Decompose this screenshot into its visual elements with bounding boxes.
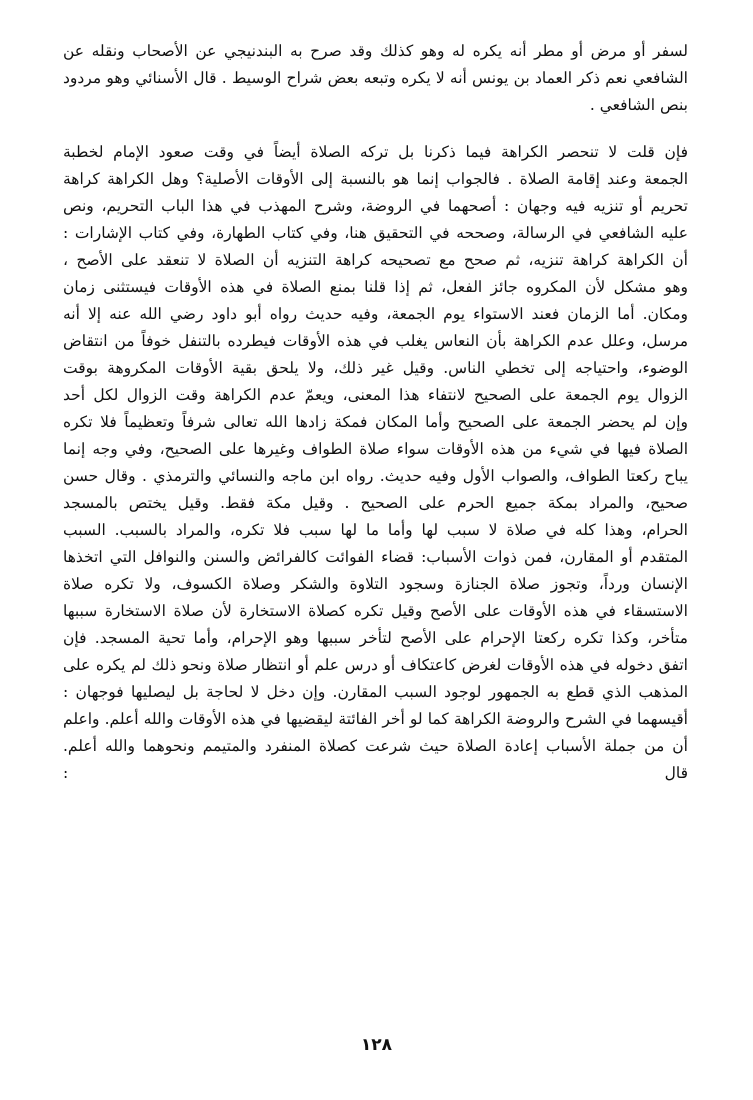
text-line: المذهب الذي قطع به الجمهور لوجود السبب المقارن. وإن دخل لا لحاجة بل ليصليها فوجهان :: [63, 683, 688, 701]
text-line: الصلاة فيها في شيء من هذه الأوقات سواء صلاة الطواف وغيرها على الصحيح، وفي وجه إنما: [63, 440, 688, 458]
text-line: بنص الشافعي .: [589, 96, 688, 114]
text-line: الشافعي نعم ذكر العماد بن يونس أنه لا يكره وتبعه بعض شراح الوسيط . قال الأسنائي وهو مردود: [63, 69, 688, 87]
text-line: الإنسان ورداً، وتجوز صلاة الجنازة وسجود التلاوة والشكر وصلاة الكسوف، ولا تكره صلاة: [63, 575, 688, 593]
paragraph-2: [63, 139, 688, 841]
text-line: أن الكراهة كراهة تنزيه، ثم صحح مع تصحيحه كراهة التنزيه أن الصلاة لا تنعقد على الأصح ،: [63, 251, 688, 269]
text-line: عليه الشافعي في الرسالة، وصححه في التحقيق هنا، وفي كتاب الطهارة، وفي كتاب الإشارات :: [63, 224, 688, 242]
text-line: المتقدم أو المقارن، فمن ذوات الأسباب: قضاء الفوائت كالفرائض والسنن والنوافل التي اتخذها: [63, 548, 688, 566]
page-number: ١٢٨: [360, 1035, 393, 1055]
text-line: صحيح، والمراد بمكة جميع الحرم على الصحيح . وقيل مكة فقط. وقيل يختص بالمسجد: [63, 494, 688, 512]
text-line: ومكان. أما الزمان فعند الاستواء يوم الجمعة، وفيه حديث رواه أبو داود رضي الله عنه إلا أنه: [63, 305, 688, 323]
text-line: [63, 787, 688, 814]
text-line: الزوال يوم الجمعة على الصحيح لانتفاء هذا المعنى، ويعمّ عدم الكراهة وقت الزوال لكل أحد: [63, 386, 688, 404]
text-line: متأخر، وكذا تكره ركعتا الإحرام على الأصح لتأخر سببها وهو الإحرام، وأما تحية المسجد. فإن: [63, 629, 688, 647]
text-line: وإن لم يحضر الجمعة على الصحيح وأما المكان فمكة زادها الله تعالى شرفاً وتعظيماً فلا تكره: [63, 413, 688, 431]
text-line: مرسل، وعلل عدم الكراهة بأن النعاس يغلب في هذه الأوقات فيطرده بالتنفل خوفاً من انتقاض: [63, 332, 688, 350]
text-line: تحريم أو تنزيه فيه وجهان : أصحهما في الروضة، وشرح المهذب في هذا الباب التحريم، ونص: [63, 197, 688, 215]
text-line: قال :: [63, 764, 688, 782]
text-line: أن من جملة الأسباب إعادة الصلاة حيث شرعت كصلاة المنفرد والمتيمم ونحوهما والله أعلم.: [63, 737, 688, 755]
text-line: وهو مشكل لأن المكروه جائز الفعل، ثم إذا قلنا بمنع الصلاة في هذه الأوقات فيستثنى زمان: [63, 278, 688, 296]
paragraph-gap: [63, 119, 688, 139]
text-line: أقيسهما في الشرح والروضة الكراهة كما لو أخر الفائتة ليقضيها في هذه الأوقات والله أعلم. واعلم: [63, 710, 688, 728]
text-line: الجمعة وعند إقامة الصلاة . فالجواب إنما هو بالنسبة إلى الأوقات الأصلية؟ وهل الكراهة كراهة: [63, 170, 688, 188]
text-line: الحرام، وهذا كله في صلاة لا سبب لها وأما ما لها سبب فلا تكره، والمراد بالسبب. السبب: [63, 521, 688, 539]
text-line: لسفر أو مرض أو مطر أنه يكره له وهو كذلك وقد صرح به البندنيجي عن الأصحاب ونقله عن: [63, 42, 688, 60]
text-line: يباح ركعتا الطواف، والصواب الأول وفيه حديث. رواه ابن ماجه والنسائي والترمذي . وقال حسن: [63, 467, 688, 485]
text-line: الاستسقاء في هذه الأوقات على الأصح وقيل تكره كصلاة الاستخارة لأن صلاة الاستخارة سببها: [63, 602, 688, 620]
text-line: فإن قلت لا تنحصر الكراهة فيما ذكرنا بل تركه الصلاة أيضاً في وقت صعود الإمام لخطبة: [63, 143, 688, 161]
paragraph-1: [63, 38, 688, 119]
body-text: [63, 38, 688, 841]
text-line: [63, 814, 688, 841]
text-line: اتفق دخوله في هذه الأوقات لغرض كاعتكاف أو درس علم أو انتظار صلاة ونحو ذلك لم يكره على: [63, 656, 688, 674]
text-line: الوضوء، واحتياجه إلى تخطي الناس. وقيل غير ذلك، ولا يلحق بقية الأوقات المكروهة بوقت: [63, 359, 688, 377]
